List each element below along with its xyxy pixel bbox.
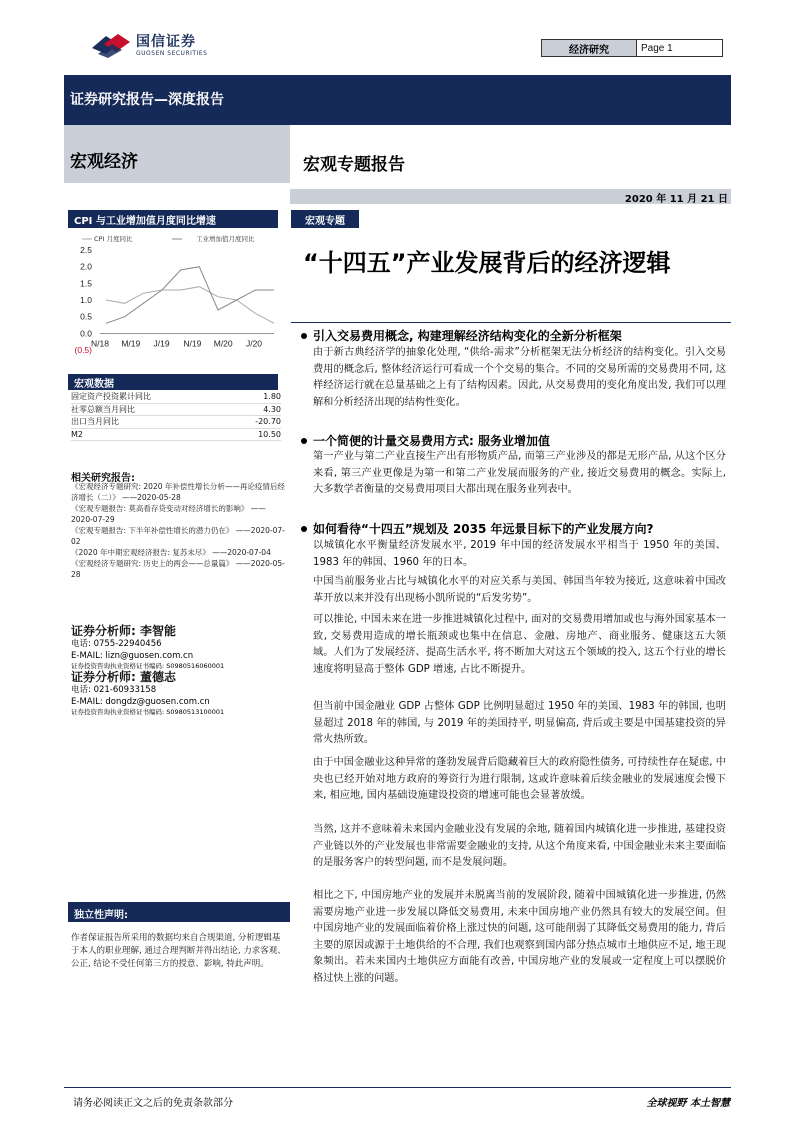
row-value: 10.50: [258, 429, 281, 439]
chart-title: CPI 与工业增加值月度同比增速: [74, 216, 216, 227]
page-title: “十四五”产业发展背后的经济逻辑: [303, 249, 671, 277]
legend-label: CPI 月度同比: [94, 235, 133, 243]
analyst-phone: 电话: 0755-22940456: [71, 639, 162, 649]
row-value: 4.30: [263, 404, 281, 414]
section-paragraph: 以城镇化水平衡量经济发展水平, 2019 年中国的经济发展水平相当于 1950 年的美国、1983 年的韩国、1960 年的日本。: [313, 540, 726, 568]
list-item[interactable]: 《宏观经济专题研究: 历史上的两会——总量篇》 ——2020-05-28: [71, 559, 285, 579]
row-label: 固定资产投资累计同比: [71, 392, 151, 402]
x-tick-label: J/20: [245, 338, 263, 349]
section-paragraph: 当然, 这并不意味着未来国内金融业没有发展的余地, 随着国内城镇化进一步推进, 基建投资产业链以外的产业发展也非常需要金融业的支持, 从这个角度来看, 中国金融业未来主要面临的是服务客户的转型问题, 而不是发展问题。: [313, 824, 726, 868]
row-label: M2: [71, 429, 83, 439]
guosen-logo-icon: [88, 30, 132, 60]
row-value: 1.80: [263, 392, 281, 402]
sector-name: 宏观经济: [70, 152, 138, 172]
table-row: [71, 391, 281, 404]
section-heading: 一个简便的计量交易费用方式: 服务业增加值: [301, 432, 550, 449]
indep-title: 独立性声明:: [74, 910, 128, 921]
analyst-name: 证券分析师: 董德志: [71, 670, 176, 684]
macro-data-table: [71, 391, 281, 441]
report-series: 证券研究报告—深度报告: [70, 92, 224, 108]
section-heading: 引入交易费用概念, 构建理解经济结构变化的全新分析框架: [301, 327, 622, 344]
data-title: 宏观数据: [74, 379, 114, 390]
x-tick-label: M/20: [213, 338, 233, 349]
logo-en: GUOSEN SECURITIES: [136, 50, 208, 57]
y-tick-label: 1.5: [80, 278, 92, 289]
report-date: 2020 年 11 月 21 日: [624, 194, 728, 205]
analyst-name: 证券分析师: 李智能: [71, 624, 176, 638]
x-tick-label: N/18: [91, 338, 109, 349]
y-tick-label: (0.5): [74, 345, 92, 355]
list-item[interactable]: 《2020 年中期宏观经济报告: 复苏未尽》 ——2020-07-04: [71, 548, 271, 557]
table-row: [71, 404, 281, 417]
section-paragraph: 相比之下, 中国房地产业的发展并未脱离当前的发展阶段, 随着中国城镇化进一步推进, 仍然需要房地产业进一步发展以降低交易费用, 未来中国房地产业仍然具有较大的发展空间。但中国房地产业的发展面临着价格上涨过快的问题, 这可能削弱了其降低交易费用的能力, 背后主要的原因或源于土地供给的不合理, 我们也观察到国内部分热点城市土地供应不足, 地王现象频出。若未来国内土地供应方面能有改善, 中国房地产业的发展或一定程度上可以摆脱价格过快上涨的问题。: [313, 890, 726, 984]
related-list: [71, 481, 286, 580]
category-tag: 经济研究: [542, 40, 637, 56]
analyst-1: [71, 624, 291, 671]
x-tick-label: M/19: [121, 338, 141, 349]
y-tick-label: 2.5: [80, 245, 92, 255]
indep-text: 作者保证报告所采用的数据均来自合规渠道, 分析逻辑基于本人的职业理解, 通过合理判断并得出结论, 力求客观、公正, 结论不受任何第三方的授意、影响, 特此声明。: [71, 933, 286, 969]
logo-cn: 国信证券: [136, 34, 196, 50]
y-tick-label: 1.0: [80, 295, 92, 305]
related-head: 相关研究报告:: [71, 473, 135, 484]
analyst-email[interactable]: E-MAIL: dongdz@guosen.com.cn: [71, 696, 210, 707]
footer-slogan: 全球视野 本土智慧: [646, 1098, 730, 1109]
top-tag: [541, 39, 723, 57]
bullet-icon: [301, 526, 307, 532]
list-item[interactable]: 《宏观专题报告: 莫高看存贷变动对经济增长的影响》 ——2020-07-29: [71, 504, 266, 524]
report-type: 宏观专题报告: [303, 155, 405, 175]
analyst-cert: 证券投资咨询执业资格证书编码: S0980516060001: [71, 662, 225, 670]
section-heading: 如何看待“十四五”规划及 2035 年远景目标下的产业发展方向?: [301, 520, 654, 537]
list-item[interactable]: 《宏观专题报告: 下半年补偿性增长的潜力仍在》 ——2020-07-02: [71, 526, 285, 546]
row-value: -20.70: [255, 417, 281, 427]
row-label: 出口当月同比: [71, 417, 119, 427]
page-number: Page 1: [641, 42, 673, 54]
row-label: 社零总额当月同比: [71, 404, 135, 414]
macro-tag: 宏观专题: [291, 210, 359, 228]
y-tick-label: 0.0: [80, 328, 92, 339]
cpi-industry-chart: [64, 230, 284, 360]
list-item[interactable]: 《宏观经济专题研究: 2020 年补偿性增长分析——再论疫情后经济增长（二）》 ——2020-05-28: [71, 482, 285, 502]
section-paragraph: 可以推论, 中国未来在进一步推进城镇化过程中, 面对的交易费用增加或也与海外国家基本一致, 交易费用造成的增长瓶颈或也集中在信息、金融、房地产、商业服务、健康这五大领域。人们为了发展经济、提高生活水平, 将不断加大对这五个领域的投入, 这五个行业的增长速度将明显高于整体 GDP 增速, 占比不断提升。: [313, 614, 726, 675]
y-tick-label: 2.0: [80, 261, 92, 272]
section-paragraph: 由于中国金融业这种异常的蓬勃发展背后隐藏着巨大的政府隐性债务, 可持续性存在疑虑, 中央也已经开始对地方政府的筹资行为进行限制, 这或许意味着后续金融业的发展速度会慢下来, 相应地, 国内基础设施建设投资的增速可能也会显著放缓。: [313, 757, 726, 801]
x-tick-label: J/19: [153, 338, 170, 349]
x-tick-label: N/19: [183, 338, 202, 349]
section-paragraph: 中国当前服务业占比与城镇化水平的对应关系与美国、韩国当年较为接近, 这意味着中国改革开放以来并没有出现杨小凯所说的“后发劣势”。: [313, 576, 726, 604]
analyst-phone: 电话: 021-60933158: [71, 685, 157, 695]
section-paragraph: 由于新古典经济学的抽象化处理, “供给-需求”分析框架无法分析经济的结构变化。引入交易费用的概念后, 整体经济运行可看成一个个交易的集合。不同的交易所需的交易费用不同, 这样经济运行就在总量基础之上有了结构因素。因此, 从交易费用的变化角度出发, 我们可以理解和分析经济出现的结构性变化。: [313, 347, 726, 408]
table-row: [71, 429, 281, 442]
table-row: [71, 416, 281, 429]
analyst-2: [71, 670, 291, 717]
series-line: [106, 267, 274, 324]
footer-disclaimer: 请务必阅读正文之后的免责条款部分: [73, 1098, 233, 1109]
bullet-icon: [301, 438, 307, 444]
title-divider: [291, 322, 731, 323]
y-tick-label: 0.5: [80, 311, 92, 322]
series-line: [106, 287, 274, 324]
footer-divider: [64, 1087, 731, 1088]
section-paragraph: 第一产业与第二产业直接生产出有形物质产品, 而第三产业涉及的都是无形产品, 从这个区分来看, 第三产业更像是为第一和第二产业发展而服务的产业, 接近交易费用的概念。实际上, 大多数学者衡量的交易费用项目大都出现在服务业列表中。: [313, 451, 726, 495]
bullet-icon: [301, 333, 307, 339]
analyst-cert: 证券投资咨询执业资格证书编码: S0980513100001: [71, 708, 225, 716]
section-paragraph: 但当前中国金融业 GDP 占整体 GDP 比例明显超过 1950 年的美国、1983 年的韩国, 也明显超过 2018 年的韩国, 与 2019 年的美国持平, 明显偏高, 背后或主要是中国基建投资的异常火热所致。: [313, 701, 726, 745]
company-logo: [88, 30, 228, 62]
analyst-email[interactable]: E-MAIL: lizn@guosen.com.cn: [71, 650, 194, 661]
legend-label: 工业增加值月度同比: [196, 235, 255, 243]
